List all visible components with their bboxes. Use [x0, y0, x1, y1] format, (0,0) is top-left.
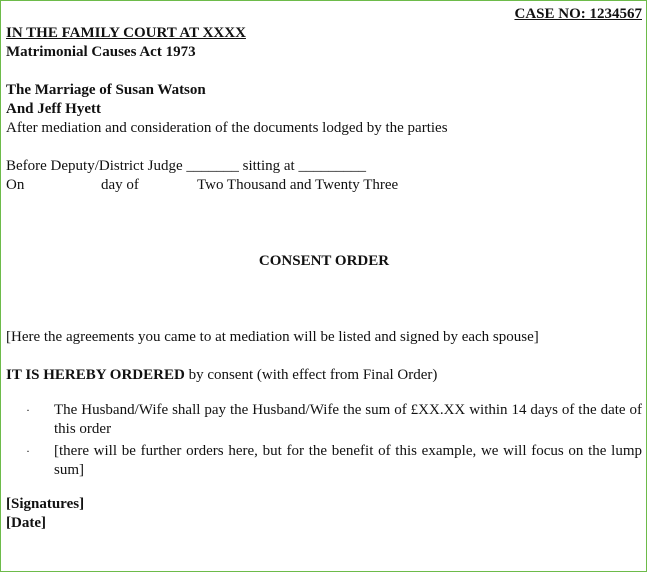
ordered-bold: IT IS HEREBY ORDERED — [6, 367, 185, 383]
date-line — [6, 176, 642, 195]
court-title: IN THE FAMILY COURT AT XXXX — [6, 25, 246, 41]
act-title: Matrimonial Causes Act 1973 — [6, 44, 196, 60]
bullet-text: The Husband/Wife shall pay the Husband/Wife the sum of £XX.XX within 14 days of the date of this order — [54, 402, 642, 437]
and-line: And Jeff Hyett — [6, 101, 101, 117]
ordered-rest: by consent (with effect from Final Order) — [184, 367, 438, 383]
ordered-line — [6, 366, 642, 385]
list-item — [6, 401, 642, 439]
mediation-line: After mediation and consideration of the documents lodged by the parties — [6, 120, 448, 136]
order-title: CONSENT ORDER — [258, 253, 390, 269]
agreements-note: [Here the agreements you came to at mediation will be listed and signed by each spouse] — [6, 329, 539, 345]
year-text: Two Thousand and Twenty Three — [197, 177, 399, 193]
bullet-icon: · — [26, 444, 30, 458]
bullet-icon: · — [26, 403, 30, 417]
bullet-text: [there will be further orders here, but for the benefit of this example, we will focus on the lump sum] — [54, 443, 642, 478]
list-item — [6, 442, 642, 480]
day-of-label: day of — [101, 177, 139, 193]
before-judge-line: Before Deputy/District Judge _______ sitting at _________ — [6, 158, 366, 174]
signatures-placeholder: [Signatures] — [6, 496, 85, 512]
on-label: On — [6, 177, 25, 193]
case-number: CASE NO: 1234567 — [514, 6, 642, 22]
marriage-line: The Marriage of Susan Watson — [6, 82, 206, 98]
date-placeholder: [Date] — [6, 515, 46, 531]
order-list — [6, 401, 642, 480]
